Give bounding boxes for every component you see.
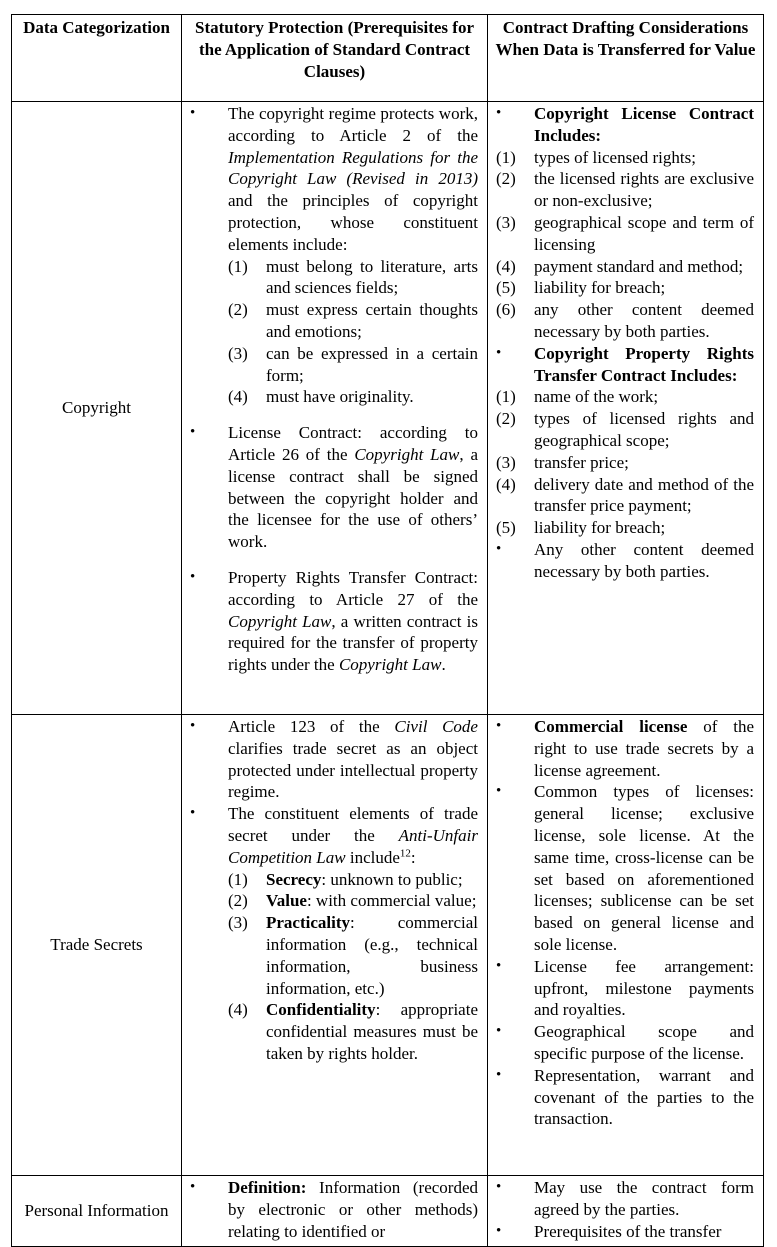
text: The copyright regime protects work, according to Article 2 of the: [228, 104, 478, 145]
law-title: Implementation Regulations for the Copyright Law (Revised in 2013): [228, 147, 478, 189]
item-number: (6): [496, 300, 516, 320]
law-title: Copyright Law: [354, 444, 460, 464]
item-text: liability for breach;: [534, 518, 666, 538]
list-item: [190, 1177, 478, 1242]
bullet-icon: [496, 343, 534, 387]
trade-secrets-statutory-cell: [182, 715, 488, 1176]
item-number: (3): [496, 452, 516, 472]
bullet-icon: [496, 1021, 534, 1065]
footnote-ref[interactable]: 12: [399, 847, 411, 860]
text: The constituent elements of trade secret under the: [228, 804, 478, 845]
item-number: (1): [228, 869, 248, 889]
item-text: delivery date and method of the transfer price payment;: [534, 474, 754, 516]
text: include: [345, 847, 400, 867]
table-header-row: [12, 15, 764, 102]
item-number: (1): [228, 256, 248, 276]
numbered-item: [228, 869, 478, 891]
category-copyright: Copyright: [12, 102, 182, 715]
item-text: must have originality.: [266, 387, 414, 407]
list-item: • May use the contract form agreed by the parties.: [496, 1177, 754, 1221]
bullet-icon: [190, 422, 228, 553]
key-term: Practicality: [266, 913, 351, 933]
bullet-icon: [190, 1177, 228, 1242]
list-item: [496, 343, 754, 387]
text: Property Rights Transfer Contract: according to Article 27 of the: [228, 567, 478, 609]
item-text: Practicality: commercial information (e.g., technical information, business information, etc.): [266, 913, 478, 998]
item-text: must belong to literature, arts and sciences fields;: [266, 256, 478, 298]
item-text: can be expressed in a certain form;: [266, 343, 478, 385]
numbered-item: [228, 343, 478, 387]
key-term: Secrecy: [266, 869, 322, 889]
numbered-item: [496, 386, 754, 408]
item-text: any other content deemed necessary by both parties.: [534, 300, 754, 341]
text: , a written contract is required for the transfer of property rights under the: [228, 611, 478, 675]
numbered-item: [228, 912, 478, 999]
data-categorization-table: [11, 14, 764, 1247]
category-trade-secrets: Trade Secrets: [12, 715, 182, 1176]
bullet-icon: [190, 103, 228, 408]
item-number: (1): [496, 387, 516, 407]
numbered-item: [496, 256, 754, 278]
bullet-icon: [496, 1065, 534, 1130]
item-text: Confidentiality: appropriate confidential measures must be taken by rights holder.: [266, 1000, 478, 1063]
category-personal-information: Personal Information: [12, 1176, 182, 1247]
bullet-icon: [496, 716, 534, 781]
law-title: Copyright Law: [228, 611, 332, 631]
item-text: types of licensed rights and geographical scope;: [534, 409, 754, 450]
bullet-icon: [190, 567, 228, 676]
numbered-item: [496, 212, 754, 256]
item-number: (3): [228, 913, 248, 933]
item-text: payment standard and method;: [534, 256, 744, 276]
list-item: • Any other content deemed necessary by both parties.: [496, 539, 754, 583]
header-contract-drafting: Contract Drafting Considerations When Data is Transferred for Value: [488, 15, 764, 102]
item-text: name of the work;: [534, 387, 659, 407]
list-item: • Representation, warrant and covenant of the parties to the transaction.: [496, 1065, 754, 1130]
text: of the right to use trade secrets by a license agreement.: [534, 717, 754, 780]
list-item: • Common types of licenses: general license; exclusive license, sole license. At the same time, cross-license can be set based on aforementioned licenses; sublicense can be set based on general license and sole license.: [496, 781, 754, 955]
numbered-item: [496, 517, 754, 539]
list-item: [496, 716, 754, 781]
item-number: (2): [496, 409, 516, 429]
section-heading: Copyright License Contract Includes:: [534, 104, 754, 145]
copyright-drafting-cell: [488, 102, 764, 715]
item-text: types of licensed rights;: [534, 147, 696, 167]
numbered-item: [496, 299, 754, 343]
item-number: (4): [228, 1000, 248, 1020]
item-number: (2): [228, 300, 248, 320]
item-number: (4): [496, 474, 516, 494]
text: clarifies trade secret as an object protected under intellectual property regime.: [228, 738, 478, 802]
bullet-icon: [496, 1177, 534, 1221]
numbered-item: [496, 168, 754, 212]
text: License Contract: according to Article 26 of the: [228, 423, 478, 464]
personal-info-statutory-cell: [182, 1176, 488, 1247]
key-term: Commercial license: [534, 717, 688, 736]
bullet-icon: [496, 539, 534, 583]
item-number: (2): [228, 891, 248, 911]
text: Information (recorded by electronic or other methods) relating to identified or: [228, 1178, 478, 1241]
item-text: Secrecy: unknown to public;: [266, 869, 463, 889]
table-row-copyright: [12, 102, 764, 715]
list-item: [190, 567, 478, 676]
numbered-item: [228, 890, 478, 912]
item-text: liability for breach;: [534, 278, 666, 298]
bullet-icon: [496, 1221, 534, 1243]
list-item: [496, 103, 754, 147]
bullet-icon: [190, 803, 228, 1065]
header-data-categorization: Data Categorization: [12, 15, 182, 102]
item-number: (3): [496, 212, 516, 232]
bullet-icon: [190, 716, 228, 803]
key-term: Value: [266, 891, 307, 911]
numbered-item: [496, 474, 754, 518]
text: .: [441, 655, 446, 675]
text: :: [410, 847, 416, 867]
item-number: (5): [496, 518, 516, 538]
law-title: Anti-Unfair Competition Law: [228, 825, 478, 867]
law-title: Copyright Law: [338, 655, 442, 675]
numbered-item: [228, 999, 478, 1064]
list-item: [190, 422, 478, 553]
law-title: Civil Code: [394, 717, 478, 736]
section-heading: Copyright Property Rights Transfer Contract Includes:: [534, 343, 754, 385]
list-item: • Prerequisites of the transfer: [496, 1221, 754, 1243]
item-text: must express certain thoughts and emotions;: [266, 300, 478, 341]
table-row-personal-information: [12, 1176, 764, 1247]
key-term: Confidentiality: [266, 1000, 376, 1020]
item-number: (1): [496, 147, 516, 167]
numbered-list: [496, 386, 754, 539]
text: , a license contract shall be signed between the copyright holder and the licensee for the use of others’ work.: [228, 444, 478, 552]
copyright-statutory-cell: [182, 102, 488, 715]
text: and the principles of copyright protection, whose constituent elements include:: [228, 191, 478, 254]
list-item: [190, 803, 478, 1065]
key-term: Definition:: [228, 1178, 307, 1197]
list-item: [190, 716, 478, 803]
personal-info-drafting-cell: [488, 1176, 764, 1247]
numbered-list: [228, 256, 478, 409]
numbered-item: [496, 408, 754, 452]
bullet-icon: [496, 103, 534, 147]
text: Article 123 of the: [228, 717, 395, 736]
list-item: • Geographical scope and specific purpose of the license.: [496, 1021, 754, 1065]
numbered-item: [496, 147, 754, 169]
bullet-icon: [496, 781, 534, 955]
item-number: (3): [228, 343, 248, 363]
bullet-icon: [496, 956, 534, 1021]
item-text: Value: with commercial value;: [266, 891, 477, 911]
list-item: • License fee arrangement: upfront, milestone payments and royalties.: [496, 956, 754, 1021]
item-number: (2): [496, 169, 516, 189]
numbered-item: [228, 256, 478, 300]
list-item: [190, 103, 478, 408]
item-text: transfer price;: [534, 452, 629, 472]
numbered-item: [496, 452, 754, 474]
header-statutory-protection: Statutory Protection (Prerequisites for the Application of Standard Contract Clauses): [182, 15, 488, 102]
trade-secrets-drafting-cell: [488, 715, 764, 1176]
table-row-trade-secrets: [12, 715, 764, 1176]
item-text: geographical scope and term of licensing: [534, 212, 754, 254]
numbered-list: [496, 147, 754, 343]
numbered-item: [228, 299, 478, 343]
item-number: (4): [228, 387, 248, 407]
item-number: (4): [496, 256, 516, 276]
item-number: (5): [496, 278, 516, 298]
numbered-item: [496, 277, 754, 299]
numbered-list: [228, 869, 478, 1065]
numbered-item: [228, 386, 478, 408]
item-text: the licensed rights are exclusive or non-exclusive;: [534, 169, 754, 211]
